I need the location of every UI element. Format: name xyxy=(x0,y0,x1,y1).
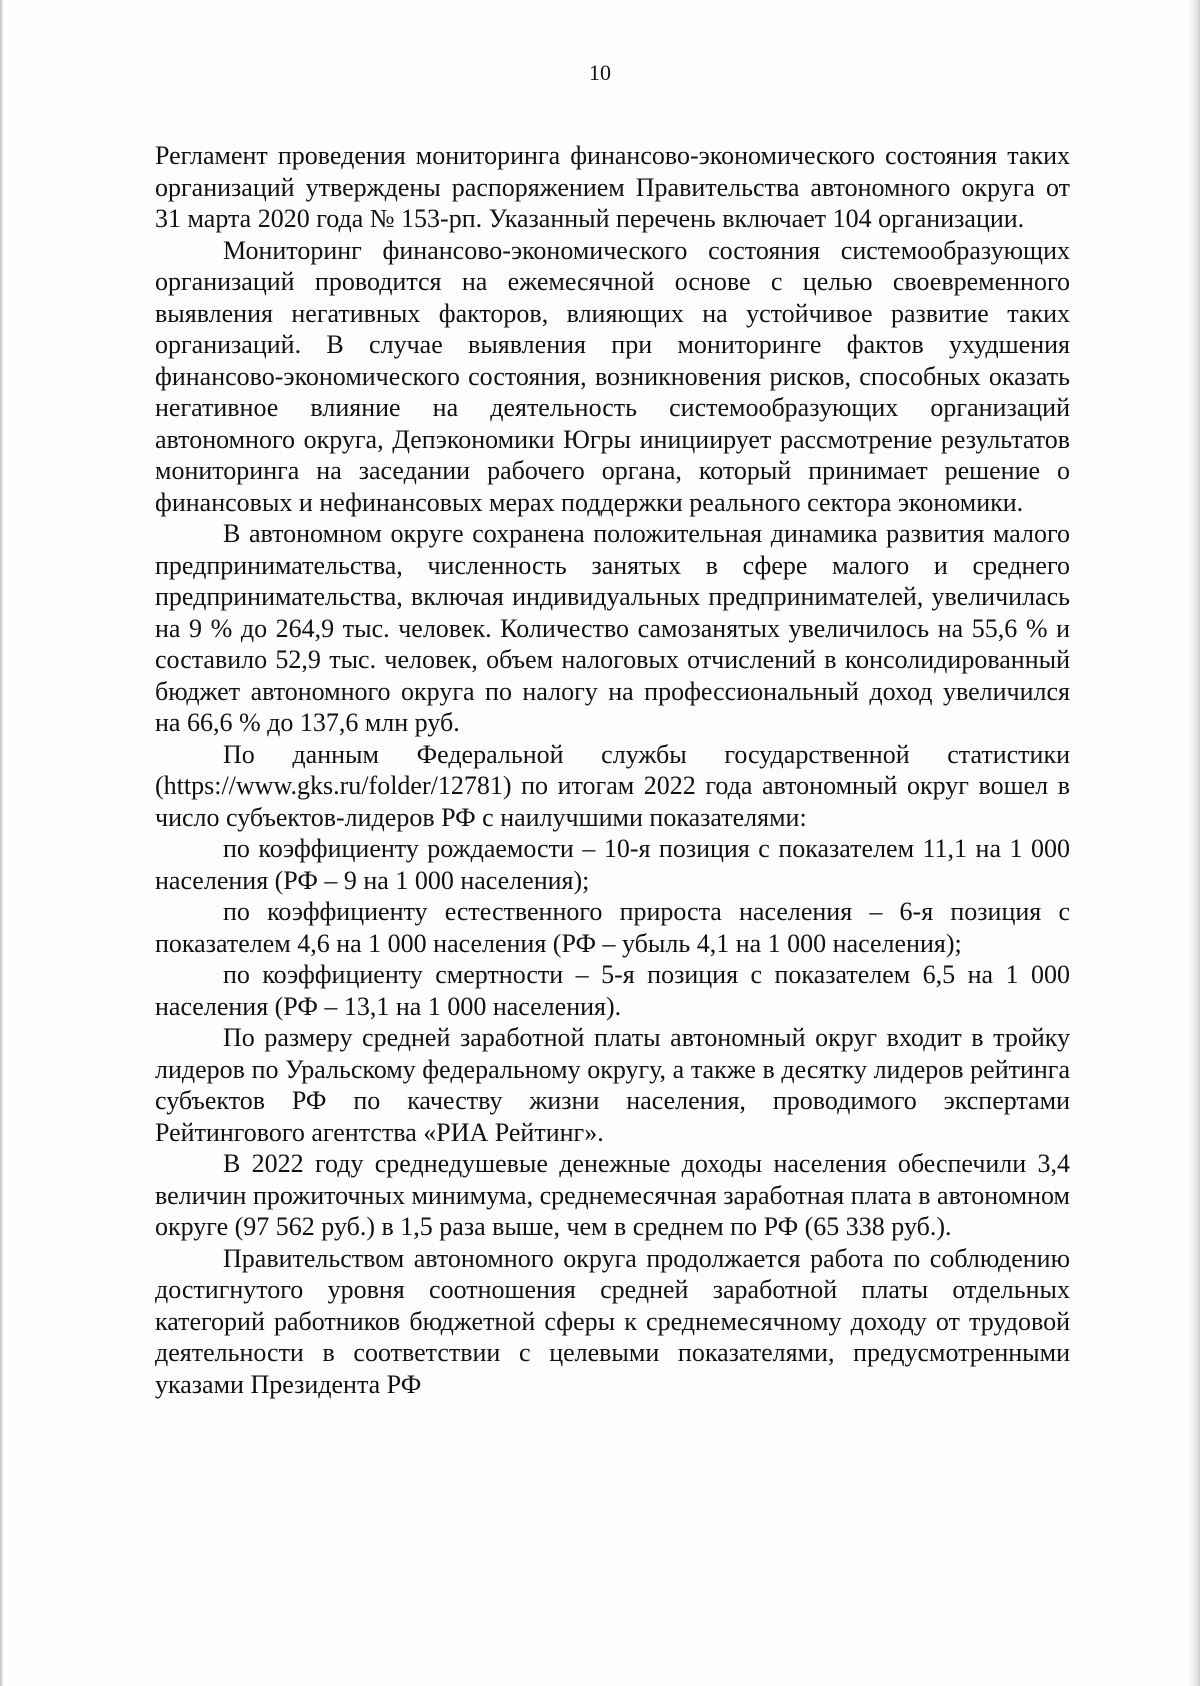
scan-edge-left xyxy=(0,0,3,1686)
paragraph: Правительством автономного округа продолжается работа по соблюдению достигнутого уровня соотношения средней заработной платы отдельных категорий работников бюджетной сферы к среднемесячному доходу от трудовой деятельности в соответствии с целевыми показателями, предусмотренными указами Президента РФ xyxy=(155,1243,1070,1399)
list-item: по коэффициенту рождаемости – 10-я позиция с показателем 11,1 на 1 000 населения (РФ – 9 на 1 000 населения); xyxy=(155,834,1070,895)
document-body xyxy=(155,140,1070,1400)
paragraph: В автономном округе сохранена положительная динамика развития малого предпринимательства, численность занятых в сфере малого и среднего предпринимательства, включая индивидуальных предпринимателей, увеличилась на 9 % до 264,9 тыс. человек. Количество самозанятых увеличилось на 55,6 % и составило 52,9 тыс. человек, объем налоговых отчислений в консолидированный бюджет автономного округа по налогу на профессиональный доход увеличился на 66,6 % до 137,6 млн руб. xyxy=(155,519,1070,737)
paragraph: В 2022 году среднедушевые денежные доходы населения обеспечили 3,4 величин прожиточных минимума, среднемесячная заработная плата в автономном округе (97 562 руб.) в 1,5 раза выше, чем в среднем по РФ (65 338 руб.). xyxy=(155,1149,1070,1241)
paragraph: Регламент проведения мониторинга финансово-экономического состояния таких организаций утверждены распоряжением Правительства автономного округа от 31 марта 2020 года № 153-рп. Указанный перечень включает 104 организации. xyxy=(155,141,1070,233)
paragraph: По данным Федеральной службы государственной статистики (https://www.gks.ru/folder/12781) по итогам 2022 года автономный округ вошел в число субъектов-лидеров РФ с наилучшими показателями: xyxy=(155,739,1070,832)
list-item: по коэффициенту естественного прироста населения – 6-я позиция с показателем 4,6 на 1 000 населения (РФ – убыль 4,1 на 1 000 населения); xyxy=(155,897,1070,958)
page-number: 10 xyxy=(589,60,611,85)
scan-edge-right xyxy=(1188,0,1200,1686)
list-item: по коэффициенту смертности – 5-я позиция с показателем 6,5 на 1 000 населения (РФ – 13,1 на 1 000 населения). xyxy=(155,960,1070,1021)
paragraph: По размеру средней заработной платы автономный округ входит в тройку лидеров по Уральскому федеральному округу, а также в десятку лидеров рейтинга субъектов РФ по качеству жизни населения, проводимого экспертами Рейтингового агентства «РИА Рейтинг». xyxy=(155,1023,1070,1147)
paragraph: Мониторинг финансово-экономического состояния системообразующих организаций проводится на ежемесячной основе с целью своевременного выявления негативных факторов, влияющих на устойчивое развитие таких организаций. В случае выявления при мониторинге фактов ухудшения финансово-экономического состояния, возникновения рисков, способных оказать негативное влияние на деятельность системообразующих организаций автономного округа, Депэкономики Югры инициирует рассмотрение результатов мониторинга на заседании рабочего органа, который принимает решение о финансовых и нефинансовых мерах поддержки реального сектора экономики. xyxy=(155,235,1070,517)
